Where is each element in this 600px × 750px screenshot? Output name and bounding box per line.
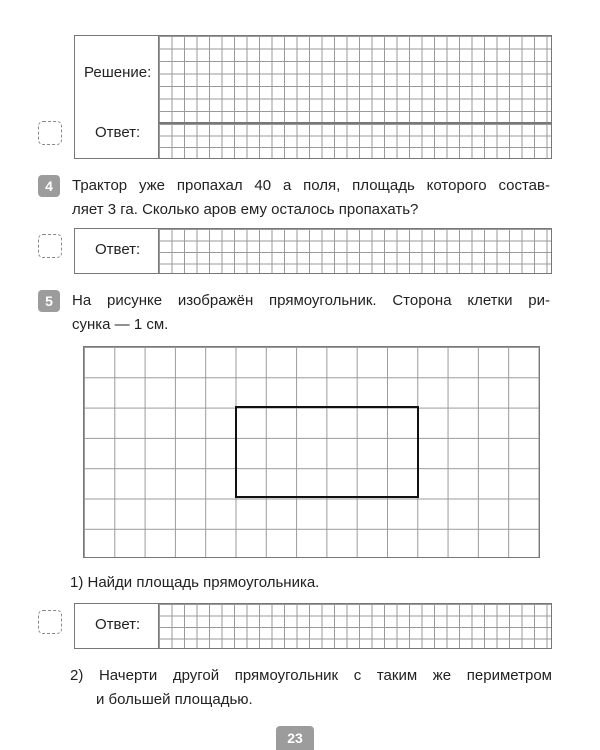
task5-text <box>72 289 550 337</box>
task3-answer-label: Ответ: <box>95 124 141 141</box>
task3-answer-grid[interactable] <box>158 123 552 159</box>
task3-check-box[interactable] <box>38 121 62 145</box>
task5-check-box[interactable] <box>38 610 62 634</box>
task4-answer-label: Ответ: <box>95 241 141 258</box>
solution-label: Решение: <box>84 64 152 81</box>
subtask1-text: 1) Найди площадь прямоугольника. <box>70 574 320 591</box>
figure-rectangle <box>235 406 419 498</box>
task-number-badge: 4 <box>38 175 60 197</box>
task4-check-box[interactable] <box>38 234 62 258</box>
subtask2-text-line: 2) Начерти другой прямоугольник с таким же периметром <box>70 667 552 684</box>
page-number: 23 <box>276 726 314 750</box>
task4-text <box>72 174 550 222</box>
task5-answer-label: Ответ: <box>95 616 141 633</box>
subtask2-text <box>70 664 552 712</box>
task5-text-line: сунка — 1 см. <box>72 316 169 333</box>
task-number-badge: 5 <box>38 290 60 312</box>
task5-text-line: На рисунке изображён прямоугольник. Сторона клетки ри- <box>72 292 550 309</box>
task4-text-line: Трактор уже пропахал 40 а поля, площадь которого состав- <box>72 177 550 194</box>
task5-answer-grid[interactable] <box>158 603 552 649</box>
solution-grid[interactable] <box>158 35 552 123</box>
task4-text-line: ляет 3 га. Сколько аров ему осталось пропахать? <box>72 201 419 218</box>
task4-answer-grid[interactable] <box>158 228 552 274</box>
subtask2-text-line: и большей площадью. <box>96 691 253 708</box>
